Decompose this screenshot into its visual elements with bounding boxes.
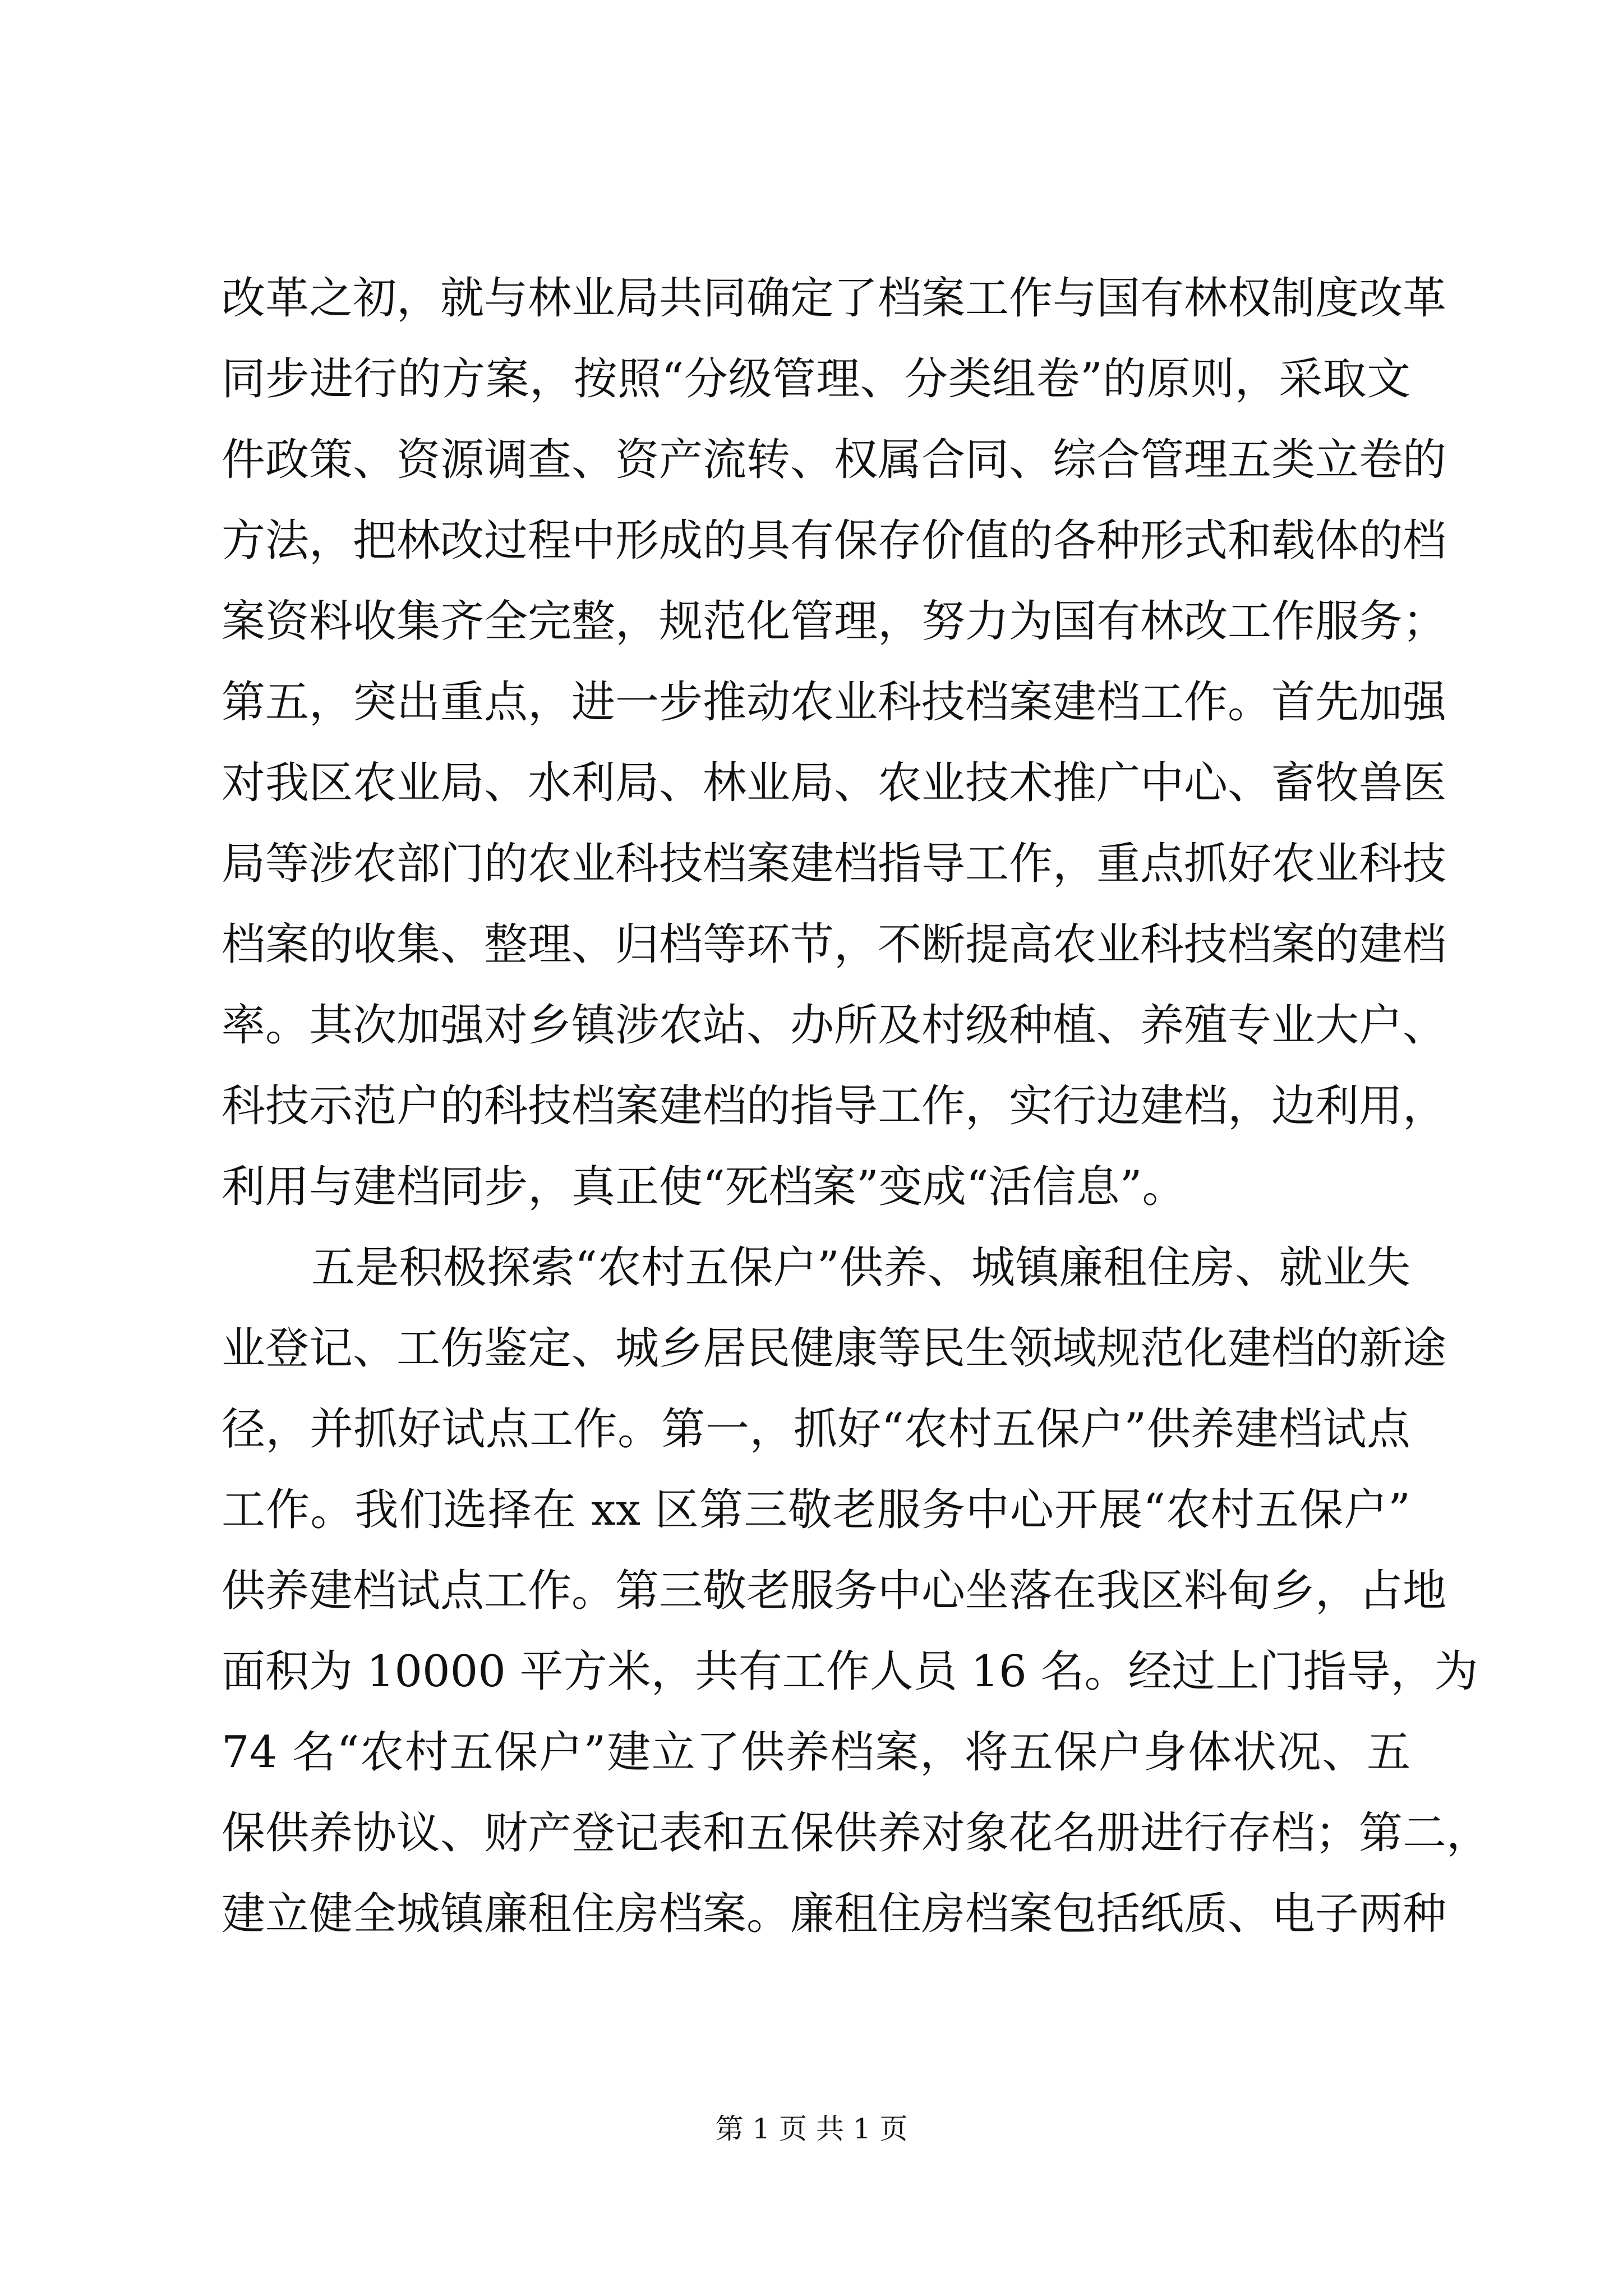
- text-line: 同步进行的方案，按照“分级管理、分类组卷”的原则，采取文: [222, 354, 1410, 404]
- text-line: 件政策、资源调查、资产流转、权属合同、综合管理五类立卷的: [222, 435, 1447, 485]
- text-line: 对我区农业局、水利局、林业局、农业技术推广中心、畜牧兽医: [222, 758, 1447, 808]
- text-line: 局等涉农部门的农业科技档案建档指导工作，重点抓好农业科技: [222, 839, 1447, 889]
- text-line: 率。其次加强对乡镇涉农站、办所及村级种植、养殖专业大户、: [222, 1000, 1447, 1051]
- text-line: 利用与建档同步，真正使“死档案”变成“活信息”。: [222, 1162, 1186, 1212]
- text-line: 第五，突出重点，进一步推动农业科技档案建档工作。首先加强: [222, 677, 1447, 728]
- text-line: 五是积极探索“农村五保户”供养、城镇廉租住房、就业失: [311, 1243, 1410, 1293]
- text-line: 案资料收集齐全完整，规范化管理，努力为国有林改工作服务；: [222, 596, 1447, 647]
- text-line: 74 名“农村五保户”建立了供养档案，将五保户身体状况、五: [222, 1727, 1410, 1778]
- text-line: 建立健全城镇廉租住房档案。廉租住房档案包括纸质、电子两种: [222, 1889, 1447, 1939]
- text-line: 面积为 10000 平方米，共有工作人员 16 名。经过上门指导，为: [222, 1646, 1478, 1697]
- paragraph-1: [222, 258, 1447, 1227]
- text-line: 径，并抓好试点工作。第一，抓好“农村五保户”供养建档试点: [222, 1404, 1410, 1455]
- text-line: 方法，把林改过程中形成的具有保存价值的各种形式和载体的档: [222, 516, 1447, 566]
- text-line: 档案的收集、整理、归档等环节，不断提高农业科技档案的建档: [222, 919, 1447, 970]
- text-line: 保供养协议、财产登记表和五保供养对象花名册进行存档；第二，: [222, 1808, 1491, 1858]
- text-line: 工作。我们选择在 xx 区第三敬老服务中心开展“农村五保户”: [222, 1485, 1410, 1535]
- paragraph-2: [222, 1227, 1491, 1954]
- text-line: 业登记、工伤鉴定、城乡居民健康等民生领域规范化建档的新途: [222, 1323, 1447, 1374]
- document-body: [222, 258, 1491, 1954]
- text-line: 供养建档试点工作。第三敬老服务中心坐落在我区料甸乡，占地: [222, 1566, 1447, 1616]
- page-footer: 第 1 页 共 1 页: [715, 2113, 908, 2145]
- text-line: 改革之初，就与林业局共同确定了档案工作与国有林权制度改革: [222, 273, 1447, 324]
- text-line: 科技示范户的科技档案建档的指导工作，实行边建档，边利用，: [222, 1081, 1447, 1131]
